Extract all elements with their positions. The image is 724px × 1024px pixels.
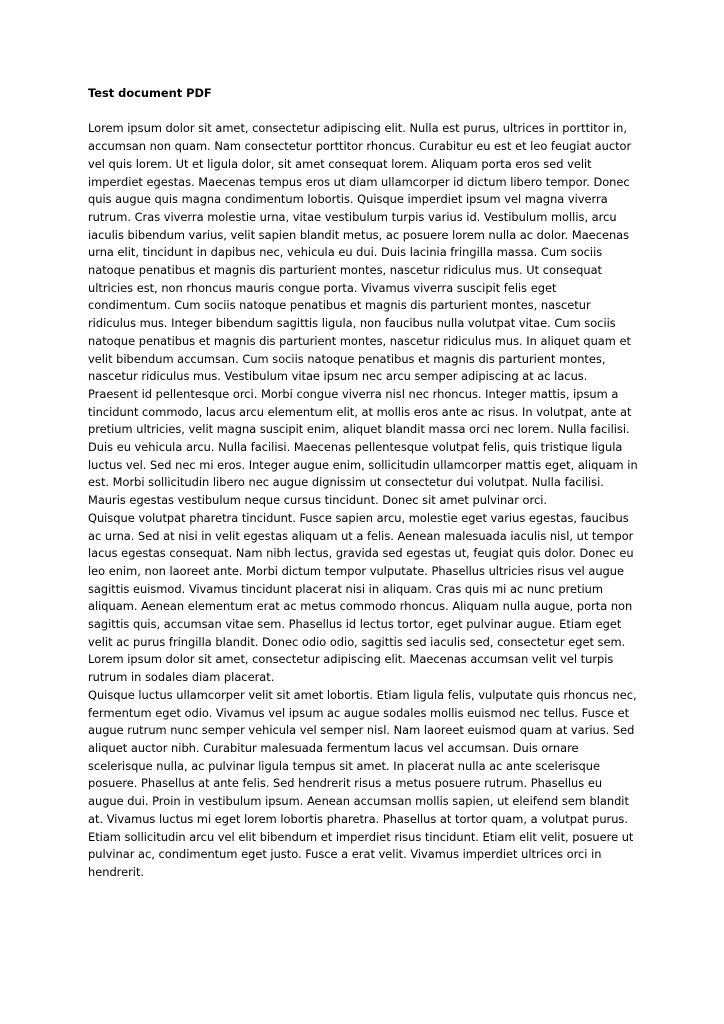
paragraph-1: Lorem ipsum dolor sit amet, consectetur adipiscing elit. Nulla est purus, ultrices in porttitor in, accumsan non quam. Nam consectetur porttitor rhoncus. Curabitur eu est et leo feugiat auctor vel quis lorem. Ut et ligula dolor, sit amet consequat lorem. Aliquam porta eros sed velit imperdiet egestas. Maecenas tempus eros ut diam ullamcorper id dictum libero tempor. Donec quis augue quis magna condimentum lobortis. Quisque imperdiet ipsum vel magna viverra rutrum. Cras viverra molestie urna, vitae vestibulum turpis varius id. Vestibulum mollis, arcu iaculis bibendum varius, velit sapien blandit metus, ac posuere lorem nulla ac dolor. Maecenas urna elit, tincidunt in dapibus nec, vehicula eu dui. Duis lacinia fringilla massa. Cum sociis natoque penatibus et magnis dis parturient montes, nascetur ridiculus mus. Ut consequat ultricies est, non rhoncus mauris congue porta. Vivamus viverra suscipit felis eget condimentum. Cum sociis natoque penatibus et magnis dis parturient montes, nascetur ridiculus mus. Integer bibendum sagittis ligula, non faucibus nulla volutpat vitae. Cum sociis natoque penatibus et magnis dis parturient montes, nascetur ridiculus mus. In aliquet quam et velit bibendum accumsan. Cum sociis natoque penatibus et magnis dis parturient montes, nascetur ridiculus mus. Vestibulum vitae ipsum nec arcu semper adipiscing at ac lacus. Praesent id pellentesque orci. Morbi congue viverra nisl nec rhoncus. Integer mattis, ipsum a tincidunt commodo, lacus arcu elementum elit, at mollis eros ante ac risus. In volutpat, ante at pretium ultricies, velit magna suscipit enim, aliquet blandit massa orci nec lorem. Nulla facilisi. Duis eu vehicula arcu. Nulla facilisi. Maecenas pellentesque volutpat felis, quis tristique ligula luctus vel. Sed nec mi eros. Integer augue enim, sollicitudin ullamcorper mattis eget, aliquam in est. Morbi sollicitudin libero nec augue dignissim ut consectetur dui volutpat. Nulla facilisi. Mauris egestas vestibulum neque cursus tincidunt. Donec sit amet pulvinar orci. — [88, 121, 638, 508]
paragraph-3: Quisque luctus ullamcorper velit sit amet lobortis. Etiam ligula felis, vulputate quis rhoncus nec, fermentum eget odio. Vivamus vel ipsum ac augue sodales mollis euismod nec tellus. Fusce et augue rutrum nunc semper vehicula vel semper nisl. Nam laoreet euismod quam at varius. Sed aliquet auctor nibh. Curabitur malesuada fermentum lacus vel accumsan. Duis ornare scelerisque nulla, ac pulvinar ligula tempus sit amet. In placerat nulla ac ante scelerisque posuere. Phasellus at ante felis. Sed hendrerit risus a metus posuere rutrum. Phasellus eu augue dui. Proin in vestibulum ipsum. Aenean accumsan mollis sapien, ut eleifend sem blandit at. Vivamus luctus mi eget lorem lobortis pharetra. Phasellus at tortor quam, a volutpat purus. Etiam sollicitudin arcu vel elit bibendum et imperdiet risus tincidunt. Etiam elit velit, posuere ut pulvinar ac, condimentum eget justo. Fusce a erat velit. Vivamus imperdiet ultrices orci in hendrerit. — [88, 687, 637, 879]
document-body — [88, 85, 640, 882]
paragraph-2: Quisque volutpat pharetra tincidunt. Fusce sapien arcu, molestie eget varius egestas, faucibus ac urna. Sed at nisi in velit egestas aliquam ut a felis. Aenean malesuada iaculis nisl, ut tempor lacus egestas consequat. Nam nibh lectus, gravida sed egestas ut, feugiat quis dolor. Donec eu leo enim, non laoreet ante. Morbi dictum tempor vulputate. Phasellus ultricies risus vel augue sagittis euismod. Vivamus tincidunt placerat nisi in aliquam. Cras quis mi ac nunc pretium aliquam. Aenean elementum erat ac metus commodo rhoncus. Aliquam nulla augue, porta non sagittis quis, accumsan vitae sem. Phasellus id lectus tortor, eget pulvinar augue. Etiam eget velit ac purus fringilla blandit. Donec odio odio, sagittis sed iaculis sed, consectetur eget sem. Lorem ipsum dolor sit amet, consectetur adipiscing elit. Maecenas accumsan velit vel turpis rutrum in sodales diam placerat. — [88, 510, 634, 685]
document-title: Test document PDF — [88, 86, 212, 100]
